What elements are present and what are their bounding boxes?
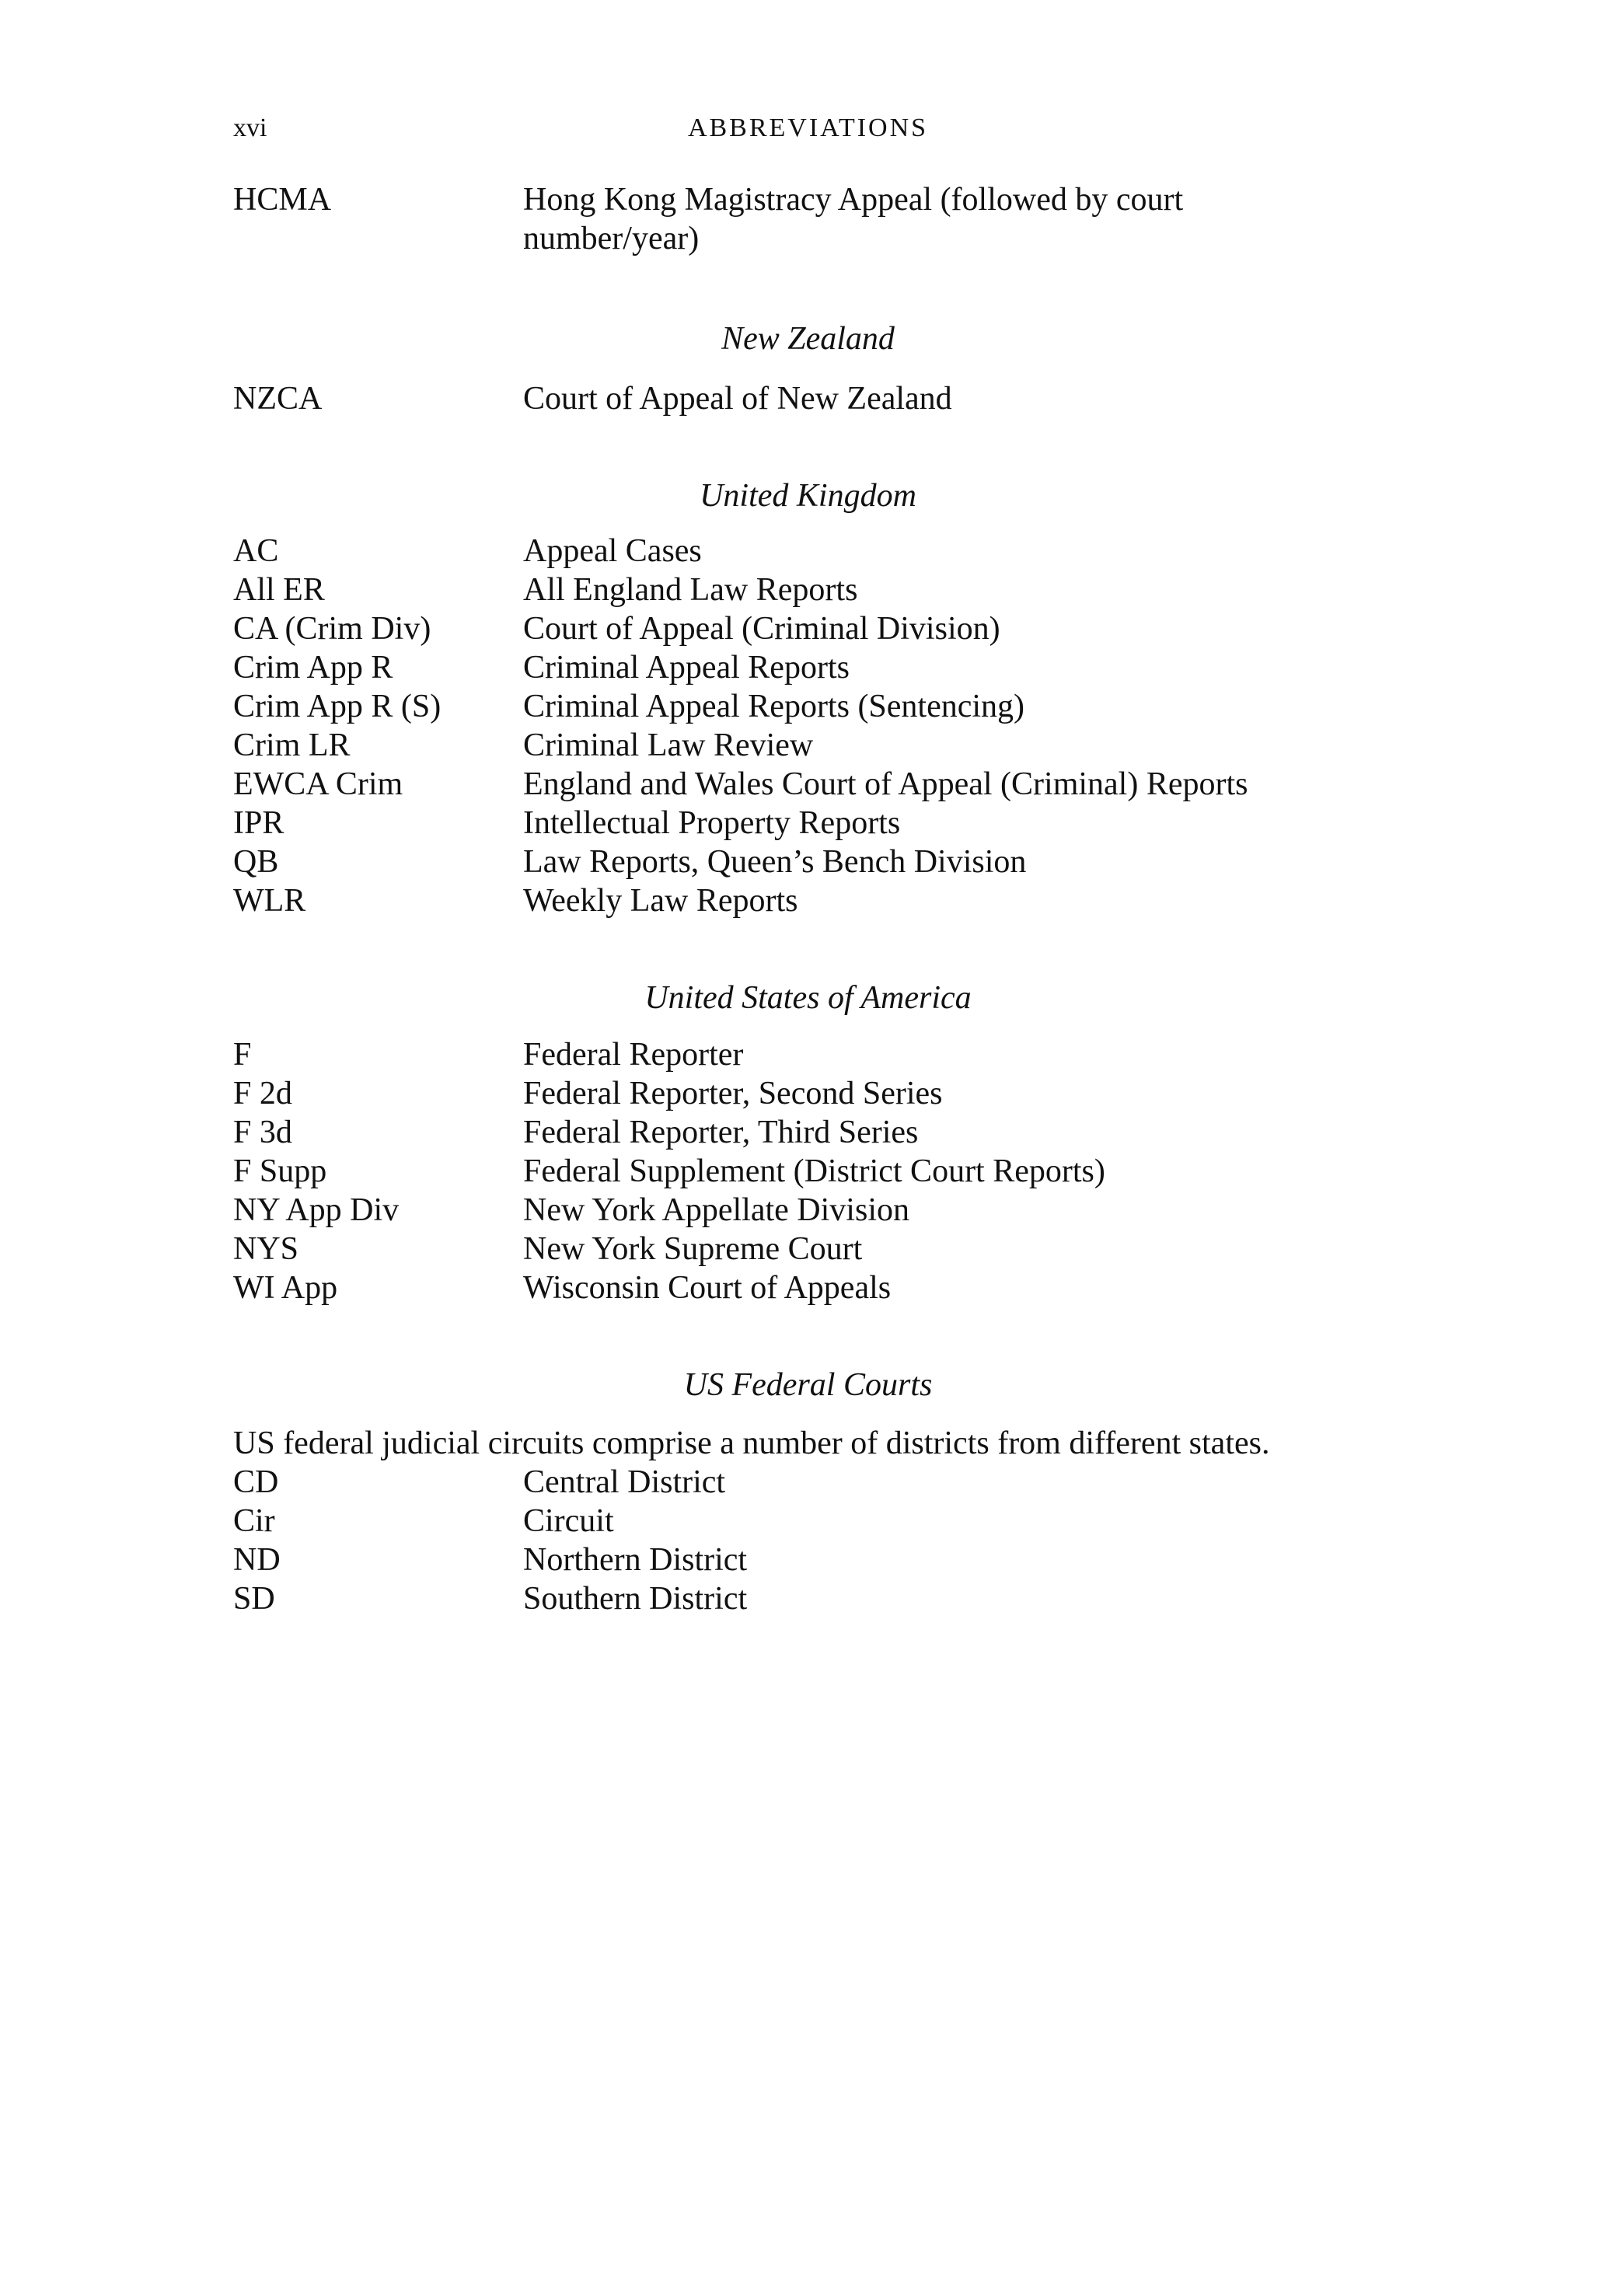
abbreviation-term: NZCA (233, 381, 323, 417)
abbreviation-definition: Federal Reporter, Third Series (523, 1115, 919, 1150)
abbreviation-definition: Hong Kong Magistracy Appeal (followed by court number/year) (523, 182, 1184, 256)
abbreviation-definition: Criminal Law Review (523, 728, 814, 763)
abbreviation-term: SD (233, 1581, 275, 1617)
abbreviation-term: F 3d (233, 1115, 292, 1150)
abbreviation-definition: England and Wales Court of Appeal (Criminal) Reports (523, 766, 1248, 802)
abbreviation-term: Crim App R (S) (233, 689, 442, 724)
abbreviation-term: Crim App R (233, 650, 393, 686)
abbreviation-term: NYS (233, 1231, 299, 1267)
abbreviation-term: HCMA (233, 182, 332, 218)
abbreviation-definition: Federal Reporter (523, 1037, 744, 1073)
abbreviation-term: F 2d (233, 1076, 292, 1111)
abbreviation-entry (233, 609, 1477, 648)
abbreviation-entry (233, 881, 1477, 920)
abbreviation-entry (233, 1268, 1477, 1307)
page-number: xvi (233, 113, 267, 142)
section-united-kingdom (233, 532, 1477, 920)
abbreviation-term: IPR (233, 805, 284, 841)
abbreviation-term: ND (233, 1542, 281, 1578)
abbreviation-term: Crim LR (233, 728, 351, 763)
abbreviation-entry (233, 379, 1477, 418)
abbreviation-definition: Criminal Appeal Reports (523, 650, 850, 686)
abbreviation-entry (233, 532, 1477, 571)
abbreviation-term: EWCA Crim (233, 766, 403, 802)
abbreviation-term: Cir (233, 1503, 275, 1539)
section-heading-united-kingdom: United Kingdom (700, 478, 916, 514)
abbreviation-definition: Criminal Appeal Reports (Sentencing) (523, 689, 1025, 724)
abbreviation-definition: Weekly Law Reports (523, 883, 798, 919)
abbreviation-entry (233, 1463, 1477, 1502)
section-heading-us-federal-courts: US Federal Courts (683, 1367, 933, 1403)
abbreviation-entry (233, 804, 1477, 843)
abbreviation-definition: Federal Supplement (District Court Reports) (523, 1153, 1105, 1189)
running-head: ABBREVIATIONS (687, 113, 929, 142)
abbreviation-definition: Law Reports, Queen’s Bench Division (523, 844, 1027, 880)
abbreviation-term: QB (233, 844, 279, 880)
abbreviation-term: F Supp (233, 1153, 327, 1189)
abbreviation-definition: Appeal Cases (523, 533, 702, 569)
abbreviation-definition: Intellectual Property Reports (523, 805, 901, 841)
abbreviation-definition: Federal Reporter, Second Series (523, 1076, 943, 1111)
section-heading-new-zealand: New Zealand (721, 321, 895, 357)
abbreviation-term: AC (233, 533, 279, 569)
abbreviation-entry (233, 687, 1477, 726)
abbreviation-definition: Northern District (523, 1542, 748, 1578)
section-heading-usa: United States of America (644, 980, 972, 1016)
abbreviation-entry (233, 1579, 1477, 1618)
abbreviation-entry (233, 648, 1477, 687)
abbreviation-entry (233, 1074, 1477, 1113)
abbreviation-entry (233, 843, 1477, 881)
abbreviation-entry (233, 1502, 1477, 1541)
abbreviation-definition: New York Appellate Division (523, 1192, 909, 1228)
abbreviation-term: F (233, 1037, 252, 1073)
abbreviation-term: WI App (233, 1270, 338, 1306)
abbreviation-entry (233, 1152, 1477, 1191)
abbreviation-definition: Court of Appeal of New Zealand (523, 381, 952, 417)
abbreviation-entry (233, 1113, 1477, 1152)
abbreviation-term: CA (Crim Div) (233, 611, 431, 647)
abbreviation-definition: New York Supreme Court (523, 1231, 863, 1267)
abbreviation-entry (233, 765, 1477, 804)
abbreviation-entry (233, 180, 1477, 258)
abbreviation-term: CD (233, 1464, 279, 1500)
abbreviation-definition: Circuit (523, 1503, 614, 1539)
abbreviation-entry (233, 1230, 1477, 1268)
abbreviation-definition: Southern District (523, 1581, 748, 1617)
section-new-zealand (233, 379, 1477, 418)
abbreviation-entry (233, 726, 1477, 765)
abbreviations-list (233, 180, 1477, 1618)
abbreviation-term: WLR (233, 883, 306, 919)
section-usa (233, 1035, 1477, 1307)
abbreviation-entry (233, 1541, 1477, 1579)
abbreviation-entry (233, 571, 1477, 609)
abbreviation-definition: Wisconsin Court of Appeals (523, 1270, 892, 1306)
abbreviation-definition: All England Law Reports (523, 572, 858, 608)
section-us-federal-courts (233, 1424, 1477, 1618)
section-note: US federal judicial circuits comprise a number of districts from different states. (233, 1425, 1270, 1461)
abbreviation-definition: Central District (523, 1464, 726, 1500)
abbreviation-term: NY App Div (233, 1192, 400, 1228)
abbreviation-entry (233, 1035, 1477, 1074)
abbreviation-definition: Court of Appeal (Criminal Division) (523, 611, 1000, 647)
abbreviation-entry (233, 1191, 1477, 1230)
abbreviation-term: All ER (233, 572, 325, 608)
